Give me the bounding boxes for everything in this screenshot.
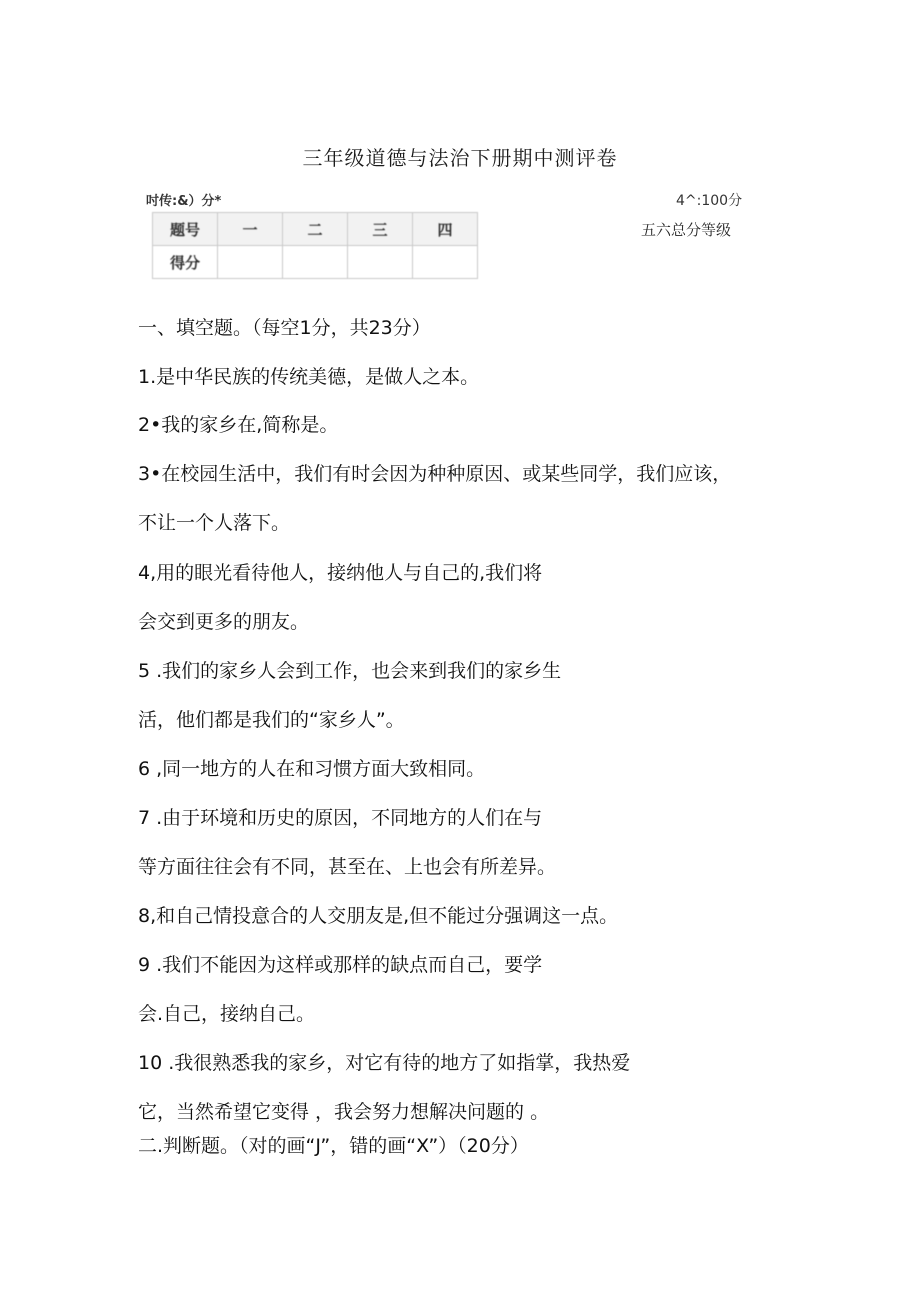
score-table-header-cell: 题号 [153,213,218,246]
question-line: 4,用的眼光看待他人，接纳他人与自己的,我们将 [138,562,543,584]
question-line: 活，他们都是我们的“家乡人”。 [138,709,405,731]
score-table [152,212,478,279]
score-table-score-row [153,246,478,279]
question-line: 8,和自己情投意合的人交朋友是,但不能过分强调这一点。 [138,905,619,927]
question-line: 7 .由于环境和历史的原因，不同地方的人们在与 [138,807,543,829]
section-1-heading: 一、填空题。（每空1分，共23分） [138,317,431,339]
question-line: 3•在校园生活中，我们有时会因为种种原因、或某些同学，我们应该， [138,463,732,485]
score-table-cell[interactable] [283,246,348,279]
extra-score-columns: 五六总分等级 [641,221,732,239]
question-line: 5 .我们的家乡人会到工作，也会来到我们的家乡生 [138,660,562,682]
score-table-header-cell: 一 [218,213,283,246]
question-line: 9 .我们不能因为这样或那样的缺点而自己，要学 [138,954,543,976]
question-line: 不让一个人落下。 [138,512,291,534]
score-table-cell[interactable] [413,246,478,279]
score-table-header-cell: 二 [283,213,348,246]
score-table-row-label: 得分 [153,246,218,279]
question-line: 会交到更多的朋友。 [138,611,310,633]
question-line: 6 ,同一地方的人在和习惯方面大致相同。 [138,758,486,780]
full-score: 4^:100分 [676,193,743,209]
score-table-header-cell: 四 [413,213,478,246]
question-line: 1.是中华民族的传统美德，是做人之本。 [138,366,480,388]
score-table-header-cell: 三 [348,213,413,246]
question-line: 会.自己，接纳自己。 [138,1003,316,1025]
question-line: 10 .我很熟悉我的家乡，对它有待的地方了如指掌，我热爱 [138,1052,631,1074]
exam-time: 吋传:&）分* [146,194,222,209]
question-line: 它，当然希望它变得 ，我会努力想解决问题的 。 [138,1101,550,1123]
section-2-heading: 二.判断题。（对的画“J”，错的画“X”）（20分） [138,1135,529,1157]
score-table-cell[interactable] [218,246,283,279]
page-title: 三年级道德与法治下册期中测评卷 [302,146,618,170]
question-line: 2•我的家乡在,简称是。 [138,414,339,436]
score-table-cell[interactable] [348,246,413,279]
score-table-header-row [153,213,478,246]
question-line: 等方面往往会有不同，甚至在、上也会有所差异。 [138,856,557,878]
